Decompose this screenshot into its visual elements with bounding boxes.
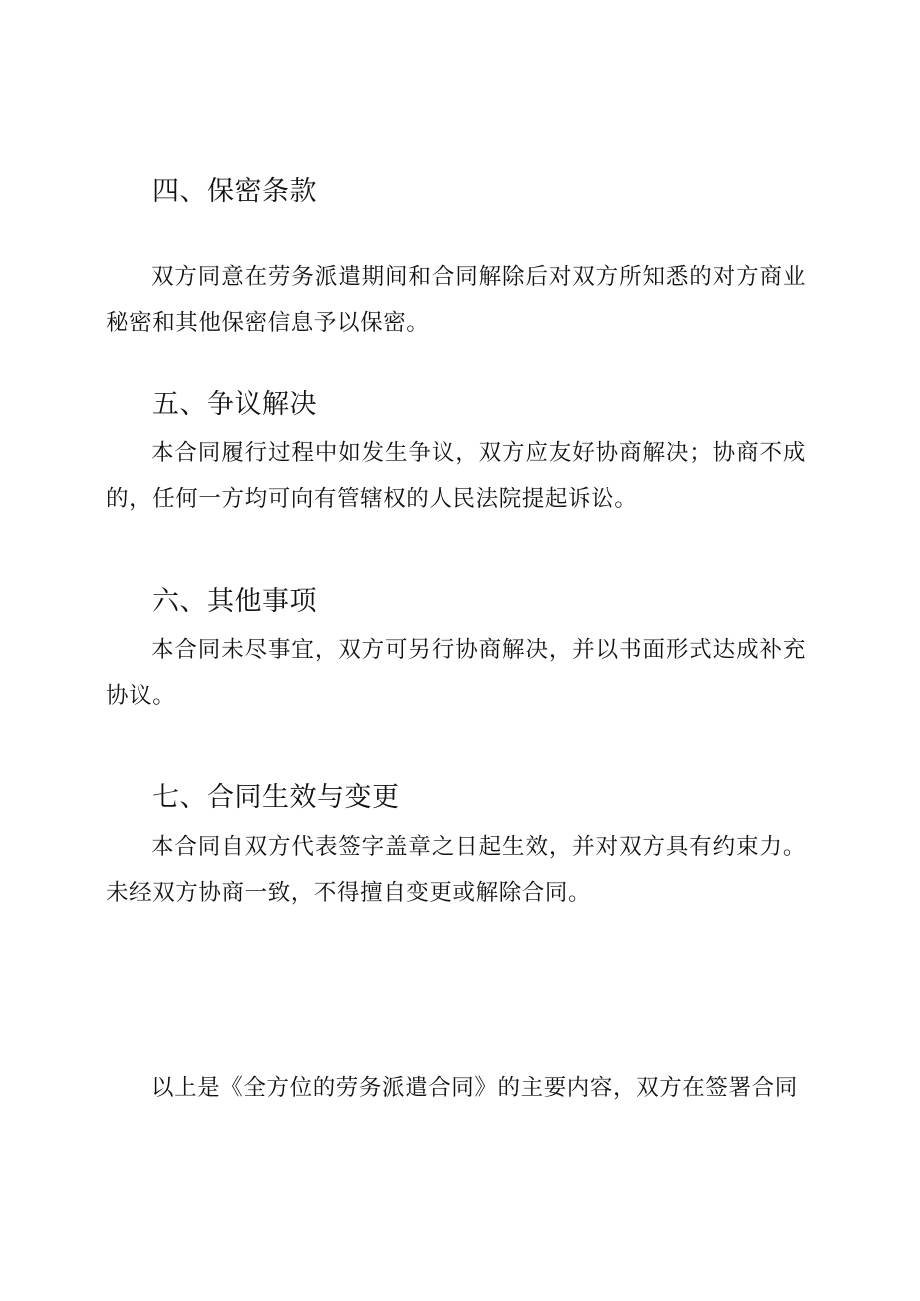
section-text-effectiveness-and-changes: 本合同自双方代表签字盖章之日起生效，并对双方具有约束力。未经双方协商一致，不得擅自变更或解除合同。	[106, 834, 806, 906]
closing-paragraph: 以上是《全方位的劳务派遣合同》的主要内容，双方在签署合同	[151, 1075, 798, 1101]
section-heading-other-matters: 六、其他事项	[152, 586, 317, 617]
section-text-dispute-resolution: 本合同履行过程中如发生争议，双方应友好协商解决；协商不成的，任何一方均可向有管辖权的人民法院提起诉讼。	[106, 440, 806, 512]
section-text-other-matters: 本合同未尽事宜，双方可另行协商解决，并以书面形式达成补充协议。	[106, 637, 806, 709]
section-text-confidentiality: 双方同意在劳务派遣期间和合同解除后对双方所知悉的对方商业秘密和其他保密信息予以保密。	[106, 264, 806, 336]
section-heading-dispute-resolution: 五、争议解决	[152, 389, 317, 420]
section-heading-effectiveness-and-changes: 七、合同生效与变更	[152, 782, 400, 813]
section-heading-confidentiality: 四、保密条款	[152, 176, 317, 207]
